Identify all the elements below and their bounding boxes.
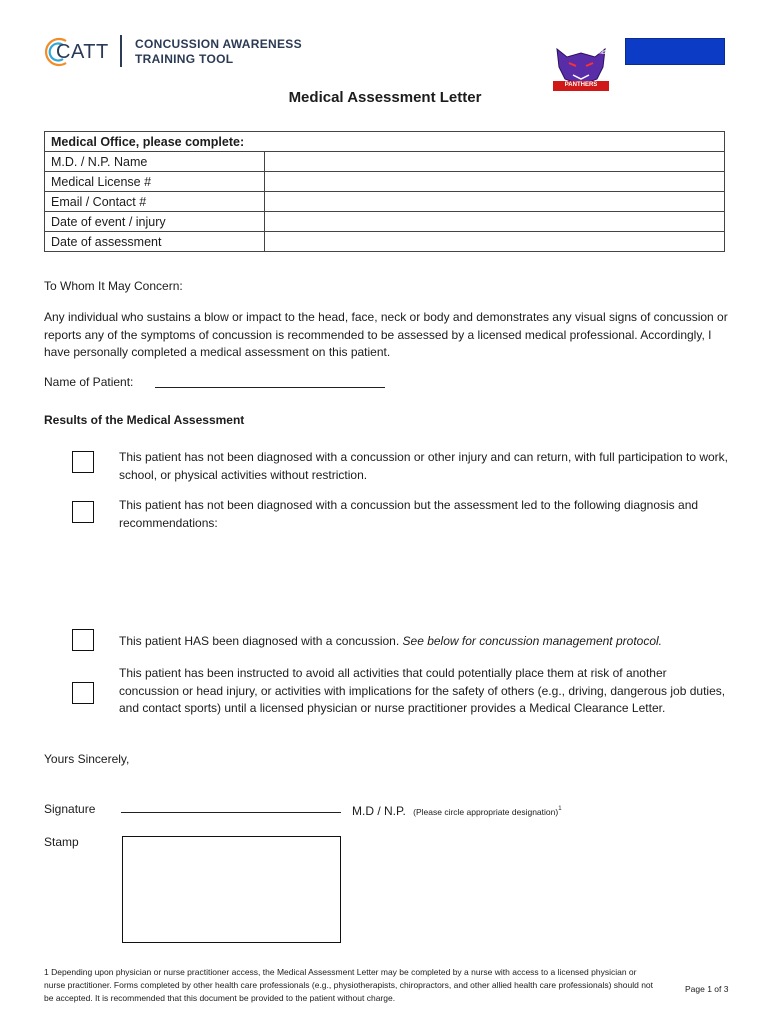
catt-logo xyxy=(44,33,304,73)
has-concussion-checkbox[interactable] xyxy=(72,629,94,651)
signature-field[interactable] xyxy=(121,812,341,813)
closing: Yours Sincerely, xyxy=(44,752,130,766)
medical-license-field[interactable] xyxy=(265,172,725,192)
page-number: Page 1 of 3 xyxy=(685,984,729,994)
row-label: Date of event / injury xyxy=(45,212,265,232)
row-label: Email / Contact # xyxy=(45,192,265,212)
page-title: Medical Assessment Letter xyxy=(288,89,482,106)
md-np-name-field[interactable] xyxy=(265,152,725,172)
results-heading: Results of the Medical Assessment xyxy=(44,413,245,427)
intro-paragraph: Any individual who sustains a blow or impact to the head, face, neck or body and demonstrates any visual signs of concussion or reports any of the symptoms of concussion is recommended to be assessed by a licensed medical professional. Accordingly, I have personally completed a medical assessment on this patient. xyxy=(44,310,728,359)
stamp-label: Stamp xyxy=(44,835,79,849)
no-concussion-checkbox[interactable] xyxy=(72,451,94,473)
greeting: To Whom It May Concern: xyxy=(44,279,183,293)
option-avoid-activities-text: This patient has been instructed to avoid all activities that could potentially place them at risk of another concussion or head injury, or activities with implications for the safety of others (e.g., driving, dangerous job duties, and contact sports) until a licensed physician or nurse practitioner provides a Medical Clearance Letter. xyxy=(119,666,726,715)
stamp-box[interactable] xyxy=(122,836,341,943)
email-contact-field[interactable] xyxy=(265,192,725,212)
table-row xyxy=(45,232,725,252)
table-header-row xyxy=(45,132,725,152)
school-crest xyxy=(551,45,611,93)
crest-text-bottom: PANTHERS xyxy=(564,82,598,88)
option-has-concussion-text: This patient HAS been diagnosed with a concussion. See below for concussion management protocol. xyxy=(119,634,662,648)
crest-text-top: LIONS xyxy=(591,50,607,56)
signature-label: Signature xyxy=(44,802,96,816)
table-row xyxy=(45,172,725,192)
table-row xyxy=(45,192,725,212)
table-row xyxy=(45,152,725,172)
patient-name-field[interactable] xyxy=(155,387,385,388)
footnote: 1 Depending upon physician or nurse practitioner access, the Medical Assessment Letter may be completed by a nurse with access to a licensed physician or nurse practitioner. Forms completed by other health care professionals (e.g., physiotherapists, chiropractors, and other allied health care professionals) should not be accepted. It is recommended that this document be provided to the patient without charge. xyxy=(44,967,654,1003)
row-label: Date of assessment xyxy=(45,232,265,252)
row-label: Medical License # xyxy=(45,172,265,192)
table-row xyxy=(45,212,725,232)
designation-note: (Please circle appropriate designation) xyxy=(413,807,559,817)
other-diagnosis-checkbox[interactable] xyxy=(72,501,94,523)
date-of-assessment-field[interactable] xyxy=(265,232,725,252)
medical-office-table xyxy=(44,131,725,252)
patient-name-label: Name of Patient: xyxy=(44,375,134,389)
option-no-concussion-text: This patient has not been diagnosed with a concussion or other injury and can return, with full participation to work, school, or physical activities without restriction. xyxy=(119,450,729,482)
row-label: M.D. / N.P. Name xyxy=(45,152,265,172)
option-other-diagnosis-text: This patient has not been diagnosed with a concussion but the assessment led to the following diagnosis and recommendations: xyxy=(119,498,699,530)
logo-tagline: CONCUSSION AWARENESS TRAINING TOOL xyxy=(135,37,302,66)
designation-text[interactable]: M.D / N.P. xyxy=(352,804,406,818)
date-of-injury-field[interactable] xyxy=(265,212,725,232)
protocol-note: See below for concussion management protocol. xyxy=(402,634,662,648)
designation: M.D / N.P. (Please circle appropriate designation)$^1$ xyxy=(352,804,562,818)
logo-text: CATT xyxy=(56,41,109,63)
header-blue-box xyxy=(625,38,725,65)
table-header: Medical Office, please complete: xyxy=(45,132,725,152)
avoid-activities-checkbox[interactable] xyxy=(72,682,94,704)
logo-divider xyxy=(120,35,122,67)
